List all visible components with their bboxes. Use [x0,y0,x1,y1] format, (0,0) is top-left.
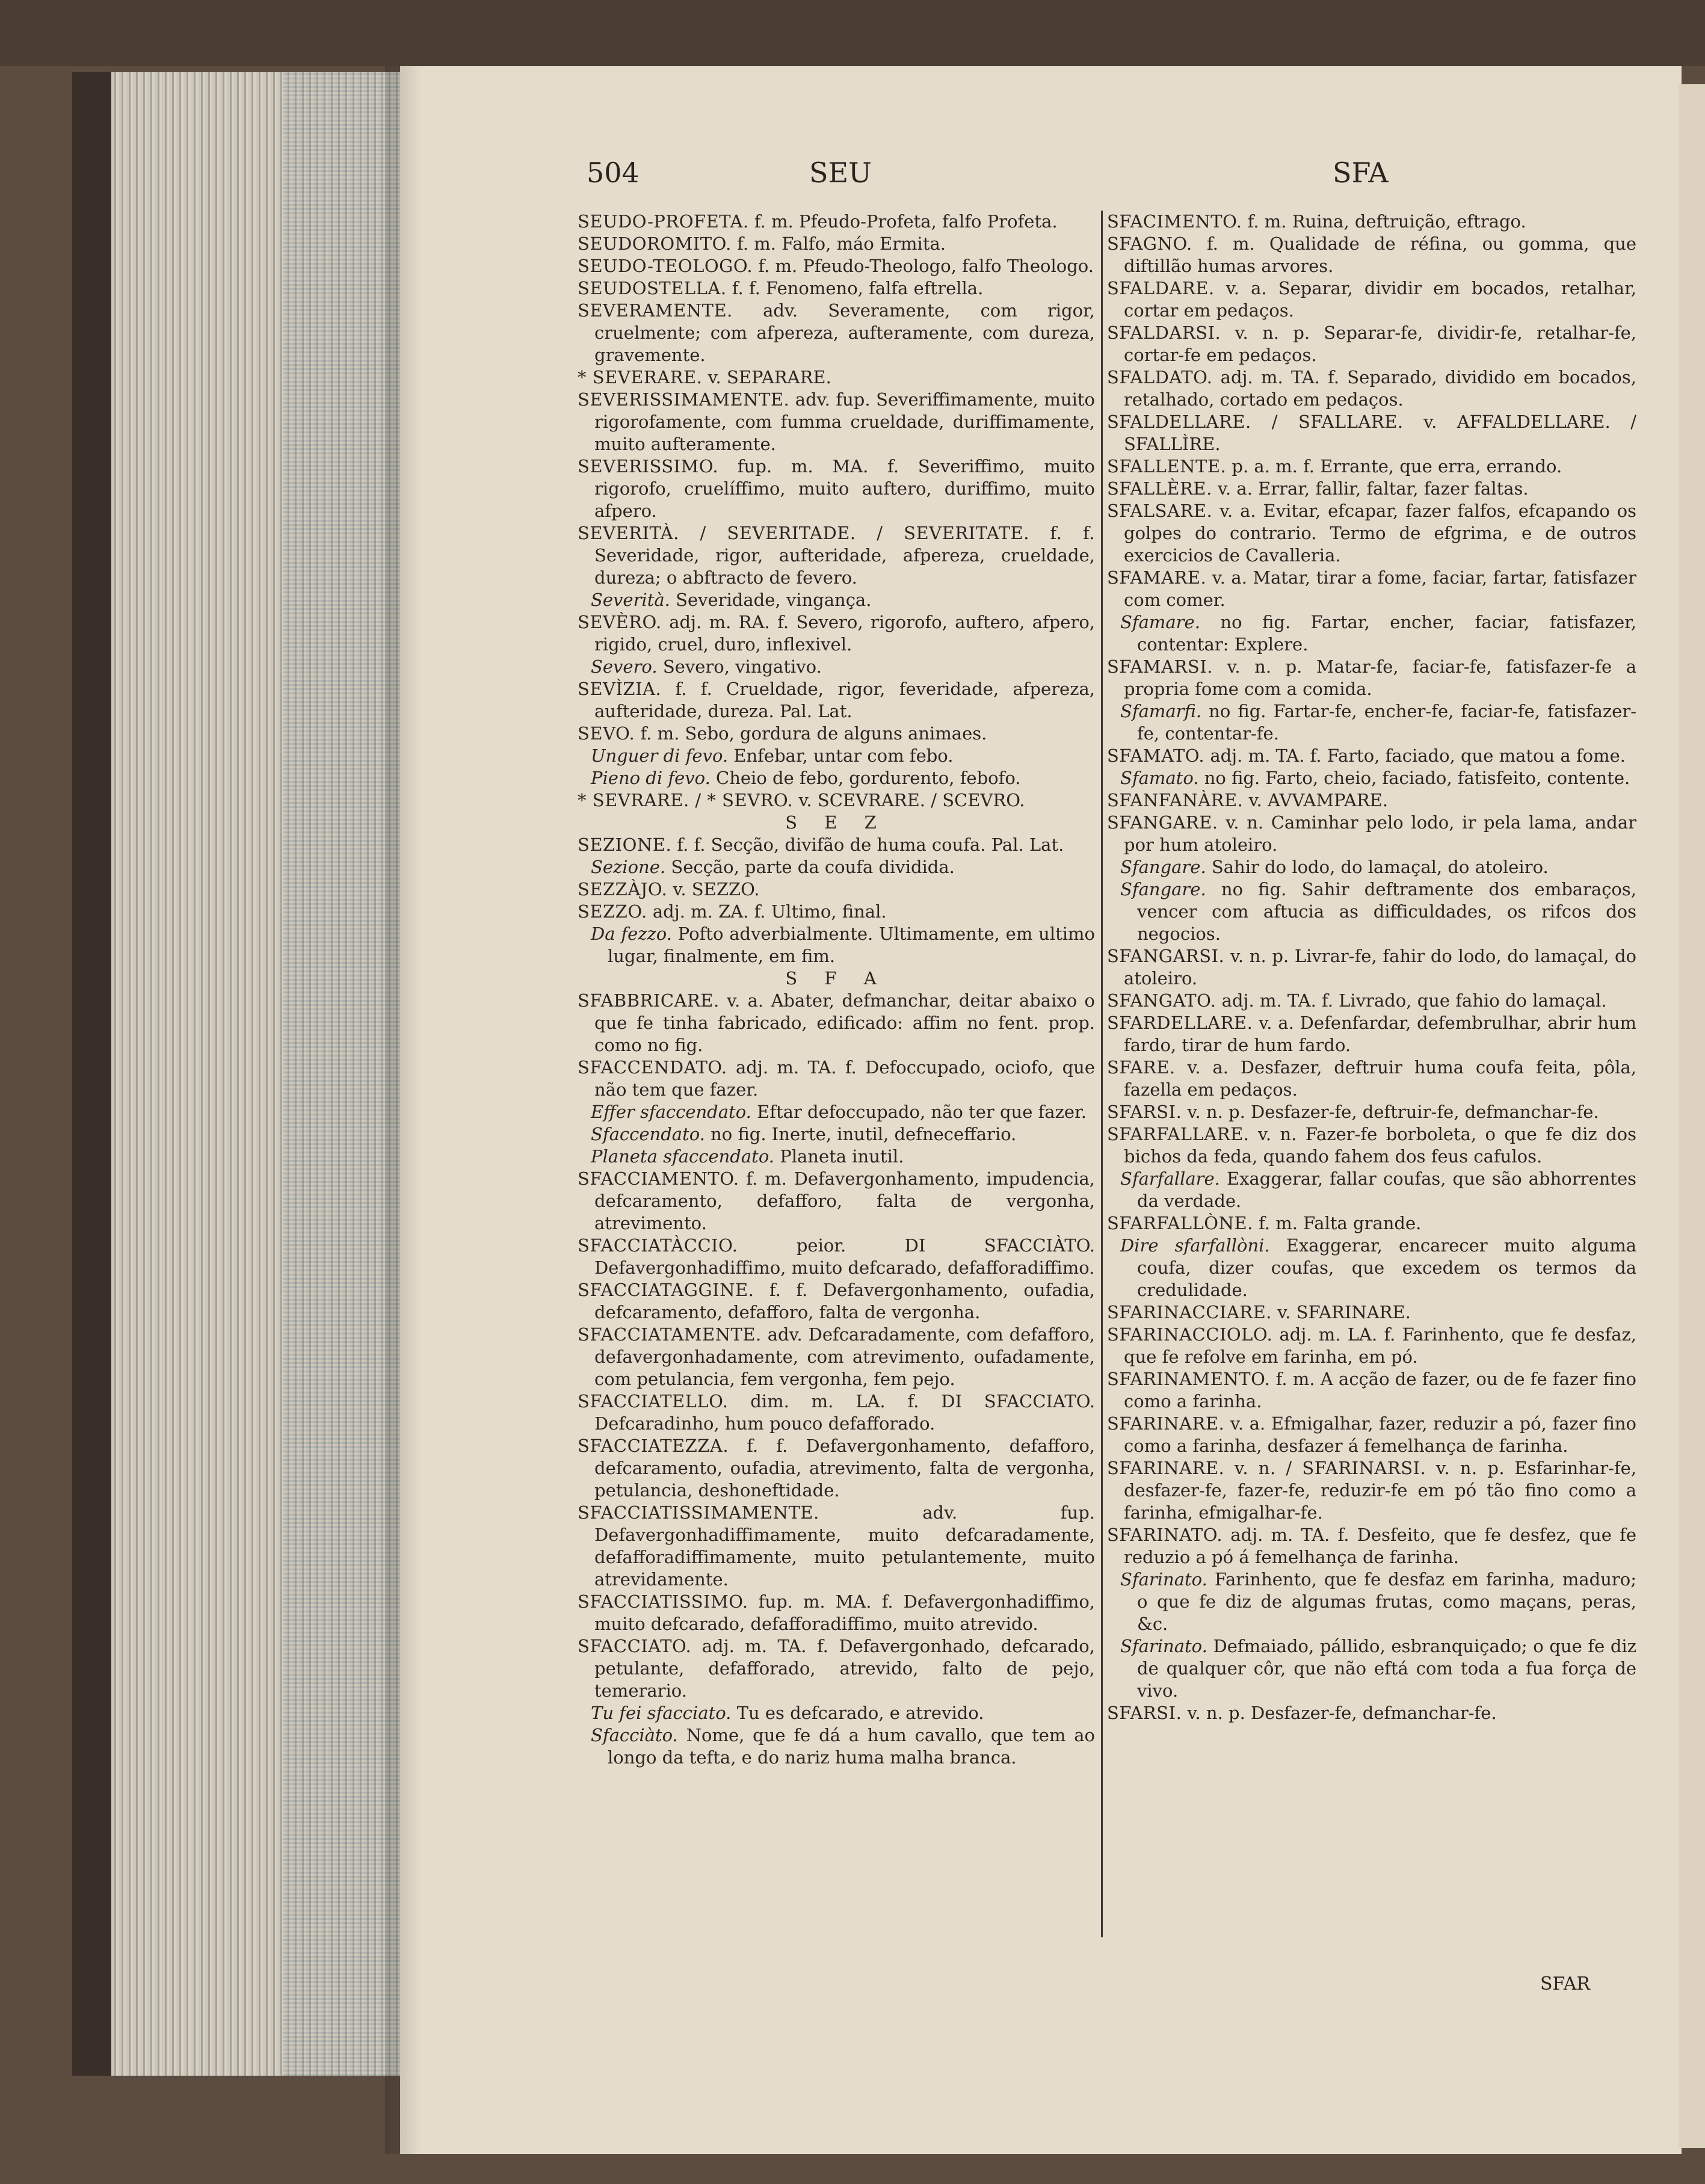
entry-headword: SFANGARSI. [1107,946,1225,966]
sub-entry-gloss: no fig. Inerte, inutil, defneceffario. [711,1124,1017,1144]
sub-entry [1107,1235,1636,1301]
entry-gloss: f. m. Falta grande. [1259,1213,1422,1233]
entry-gloss: v. SCEVRARE. / SCEVRO. [798,790,1025,810]
sub-entry-gloss: no fig. Fartar-fe, encher-fe, faciar-fe, fatisfazer-fe, contentar-fe. [1137,701,1637,744]
entry-headword: SEVERAMENTE. [578,300,733,321]
entry-gloss: f. f. Defavergonhamento, defafforo, defcaramento, oufadia, atrevimento, falta de vergonha, petulancia, deshoneftidade. [594,1436,1095,1501]
dictionary-entry [1107,478,1636,500]
dictionary-entry [578,789,1095,812]
sub-entry [578,1724,1095,1769]
entry-gloss: fup. m. MA. f. Defavergonhadiffimo, muito defcarado, defafforadiffimo, muito atrevido. [594,1591,1096,1634]
entry-headword: SFARSI. [1107,1703,1182,1723]
dictionary-entry [1107,789,1636,812]
sub-entry [578,1146,1095,1168]
dictionary-entry [578,1168,1095,1235]
sub-entry-gloss: Cheio de febo, gordurento, febofo. [716,768,1021,788]
dictionary-entry [578,1279,1095,1324]
entry-headword: SEUDO-TEOLOGO. [578,256,753,276]
entry-headword: SEZZÀJO. [578,879,668,899]
entry-headword: SFACCIATAMENTE. [578,1324,762,1345]
dictionary-entry [1107,1457,1636,1524]
entry-headword: SEVERISSIMO. [578,456,719,477]
entry-headword: SFARSI. [1107,1102,1182,1122]
entry-gloss: v. a. Separar, dividir em bocados, retalhar, cortar em pedaços. [1124,278,1636,321]
sub-entry-phrase: Sfangare. [1120,879,1206,899]
dictionary-entry [1107,277,1636,322]
sub-entry [1107,611,1636,656]
sub-entry-gloss: Exaggerar, fallar coufas, que são abhorrentes da verdade. [1137,1168,1636,1211]
dictionary-entry [578,1057,1095,1101]
entry-gloss: v. a. Defenfardar, defembrulhar, abrir hum fardo, tirar de hum fardo. [1124,1013,1637,1055]
entry-headword: SFARE. [1107,1057,1176,1078]
entry-gloss: adj. m. TA. f. Livrado, que fahio do lamaçal. [1221,990,1607,1011]
dictionary-entry [578,1591,1095,1635]
dictionary-entry [578,834,1095,856]
entry-headword: SFACCIATAGGINE. [578,1280,754,1300]
column-rule [1101,211,1103,1937]
sub-entry-phrase: Sfaccendato. [591,1124,705,1144]
entry-headword: SFAMARE. [1107,567,1207,588]
sub-entry-phrase: Dire sfarfallòni. [1120,1235,1270,1256]
entry-gloss: v. n. p. Desfazer-fe, defmanchar-fe. [1187,1703,1497,1723]
dictionary-entry [1107,990,1636,1012]
sub-entry [578,1702,1095,1724]
page-number: 504 [587,156,640,189]
sub-entry-phrase: Severità. [591,590,670,610]
entry-headword: SFANGARE. [1107,812,1218,833]
sub-entry-gloss: Planeta inutil. [780,1146,904,1167]
sub-entry-phrase: Sfarinato. [1120,1569,1207,1590]
sub-entry [578,1101,1095,1123]
entry-headword: SFACCIATISSIMO. [578,1591,748,1612]
dictionary-entry [1107,1301,1636,1324]
dictionary-entry [578,455,1095,522]
entry-gloss: adv. Defcaradamente, com defafforo, defavergonhadamente, com atrevimento, oufadamente, com petulancia, fem vergonha, fem pejo. [594,1324,1096,1389]
dictionary-entry [578,1324,1095,1390]
dictionary-entry [1107,411,1636,455]
entry-headword: SFACCIAMENTO. [578,1168,739,1189]
sub-entry-gloss: Pofto adverbialmente. Ultimamente, em ultimo lugar, finalmente, em fim. [608,924,1095,966]
dictionary-entry [1107,1368,1636,1413]
sub-entry-phrase: Pieno di fevo. [591,768,711,788]
sub-entry [578,589,1095,611]
entry-headword: SFALSARE. [1107,501,1213,521]
sub-entry-phrase: Da fezzo. [591,924,672,944]
dictionary-entry [1107,1413,1636,1457]
dictionary-entry [578,901,1095,923]
sub-entry-gloss: Secção, parte da coufa dividida. [671,857,955,877]
entry-gloss: v. a. Evitar, efcapar, fazer falfos, efcapando os golpes do contrario. Termo de efgrima, e de outros exercicios de Cavalleria. [1124,501,1637,566]
entry-headword: SFARINARE. v. n. / SFARINARSI. v. n. p. [1107,1458,1505,1478]
sub-entry [578,745,1095,767]
dictionary-entry [1107,1012,1636,1057]
dictionary-entry [578,1235,1095,1279]
sub-entry [578,767,1095,789]
entry-headword: SEUDOROMITO. [578,233,732,254]
left-running-head: SEU [809,156,872,189]
dictionary-entry [578,611,1095,656]
sub-entry-phrase: Sfamato. [1120,768,1199,788]
entry-gloss: f. m. A acção de fazer, ou de fe fazer fino como a farinha. [1124,1369,1637,1411]
dictionary-entry [1107,1702,1636,1724]
entry-gloss: adj. m. ZA. f. Ultimo, final. [652,901,887,922]
entry-gloss: adj. m. LA. f. Farinhento, que fe desfaz, que fe refolve em farinha, em pó. [1124,1324,1637,1367]
entry-gloss: v. n. p. Matar-fe, faciar-fe, fatisfazer-fe a propria fome com a comida. [1124,656,1636,699]
book-cover-top [0,0,1705,66]
dictionary-entry [1107,812,1636,856]
sub-entry [1107,878,1636,945]
sub-entry-gloss: no fig. Farto, cheio, faciado, fatisfeito, contente. [1204,768,1630,788]
entry-headword: SEUDOSTELLA. [578,278,727,298]
dictionary-entry [1107,1324,1636,1368]
dictionary-entry [1107,1212,1636,1235]
dictionary-entry [578,1435,1095,1502]
dictionary-entry [578,678,1095,723]
sub-entry [1107,1569,1636,1635]
entry-headword: SEVÌZIA. [578,679,662,699]
book-cover-spine [72,72,114,2076]
entry-gloss: v. n. p. Separar-fe, dividir-fe, retalhar-fe, cortar-fe em pedaços. [1124,322,1637,365]
dictionary-entry [578,1635,1095,1702]
entry-gloss: v. a. Abater, defmanchar, deitar abaixo o que fe tinha fabricado, edificado: affim no fent. prop. como no fig. [594,990,1095,1055]
entry-headword: SFALLÈRE. [1107,478,1212,499]
entry-gloss: Esfarinhar-fe, desfazer-fe, fazer-fe, reduzir-fe em pó tão fino como a farinha, efmigalhar-fe. [1124,1458,1636,1523]
entry-gloss: f. m. Pfeudo-Profeta, falfo Profeta. [754,211,1058,232]
entry-gloss: adj. m. TA. f. Desfeito, que fe desfez, que fe reduzio a pó á femelhança de farinha. [1124,1525,1637,1567]
entry-headword: SFAGNO. [1107,233,1192,254]
entry-gloss: v. n. Fazer-fe borboleta, o que fe diz dos bichos da feda, quando fahem dos feus cafulos. [1124,1124,1636,1167]
sub-entry [1107,700,1636,745]
entry-gloss: f. m. Ruina, deftruição, eftrago. [1247,211,1526,232]
sub-entry-phrase: Sfangare. [1120,857,1206,877]
entry-gloss: adj. m. RA. f. Severo, rigorofo, auftero, afpero, rigido, cruel, duro, inflexivel. [594,612,1096,655]
entry-gloss: v. n. p. Livrar-fe, fahir do lodo, do lamaçal, do atoleiro. [1124,946,1636,989]
entry-headword: SFACCIATO. [578,1636,692,1656]
entry-headword: SFACCIATEZZA. [578,1436,729,1456]
dictionary-entry [1107,455,1636,478]
dictionary-entry [578,233,1095,255]
sub-entry-phrase: Sfamare. [1120,612,1200,632]
sub-entry-gloss: Farinhento, que fe desfaz em farinha, maduro; o que fe diz de algumas frutas, como maçans, peras, &c. [1137,1569,1637,1634]
next-page-edge [1679,84,1705,2148]
entry-gloss: v. SEPARARE. [708,367,831,387]
entry-gloss: f. m. Qualidade de réfina, ou gomma, que diftillão humas arvores. [1124,233,1637,276]
dictionary-entry [1107,945,1636,990]
page-gutter-shadow [385,66,421,2154]
dictionary-entry [578,990,1095,1057]
dictionary-entry [1107,1101,1636,1123]
entry-headword: SFACCENDATO. [578,1057,727,1078]
entry-headword: SFALDARE. [1107,278,1215,298]
right-running-head: SFA [1333,156,1389,189]
entry-headword: SFALLENTE. [1107,456,1227,477]
dictionary-entry [578,1390,1095,1435]
sub-entry-phrase: Planeta sfaccendato. [591,1146,774,1167]
sub-entry-phrase: Sezione. [591,857,666,877]
sub-entry [578,656,1095,678]
entry-headword: SFAMARSI. [1107,656,1213,677]
sub-entry-gloss: no fig. Sahir deftramente dos embaraços, vencer com aftucia as difficuldades, os rifcos dos negocios. [1137,879,1636,944]
entry-gloss: adj. m. TA. f. Separado, dividido em bocados, retalhado, cortado em pedaços. [1124,367,1636,410]
sub-entry [578,923,1095,967]
sub-entry-gloss: Severidade, vingança. [676,590,872,610]
entry-gloss: f. m. Defavergonhamento, impudencia, defcaramento, defafforo, falta de vergonha, atrevimento. [594,1168,1095,1233]
entry-headword: SFARFALLÒNE. [1107,1213,1253,1233]
sub-entry-gloss: Nome, que fe dá a hum cavallo, que tem ao longo da tefta, e do nariz huma malha branca. [608,1725,1096,1768]
sub-entry-gloss: Eftar defoccupado, não ter que fazer. [757,1102,1087,1122]
entry-headword: SFABBRICARE. [578,990,720,1011]
entry-gloss: f. f. Crueldade, rigor, feveridade, afpereza, aufteridade, dureza. Pal. Lat. [594,679,1096,721]
entry-gloss: f. f. Secção, divifão de huma coufa. Pal. Lat. [677,834,1064,855]
sub-entry [1107,1635,1636,1702]
entry-headword: SFARINARE. [1107,1413,1225,1434]
dictionary-entry [1107,366,1636,411]
entry-headword: SFAMATO. [1107,745,1205,766]
sub-entry-gloss: Enfebar, untar com febo. [733,745,954,766]
entry-headword: SFANFANÀRE. [1107,790,1244,810]
entry-gloss: v. n. Caminhar pelo lodo, ir pela lama, andar por hum atoleiro. [1124,812,1636,855]
right-column [1107,211,1636,1724]
entry-gloss: v. AFFALDELLARE. / SFALLÌRE. [1124,412,1637,454]
entry-headword: SEVERITÀ. / SEVERITADE. / SEVERITATE. f. f. [578,523,1095,543]
sub-entry [578,1123,1095,1146]
entry-gloss: adj. m. TA. f. Defoccupado, ociofo, que não tem que fazer. [594,1057,1095,1100]
entry-headword: * SEVRARE. / * SEVRO. [578,790,794,810]
left-column [578,211,1095,1769]
sub-entry-phrase: Sfarinato. [1120,1636,1207,1656]
entry-gloss: f. m. Pfeudo-Theologo, falfo Theologo. [758,256,1094,276]
sub-entry-gloss: no fig. Fartar, encher, faciar, fatisfazer, contentar: Explere. [1137,612,1637,655]
sub-entry-phrase: Sfamarfi. [1120,701,1202,721]
dictionary-entry [578,277,1095,300]
entry-headword: SFARDELLARE. [1107,1013,1253,1033]
sub-entry-gloss: Exaggerar, encarecer muito alguma coufa, dizer coufas, que excedem os termos da credulidade. [1137,1235,1636,1300]
entry-gloss: v. SFARINARE. [1277,1302,1411,1322]
entry-headword: SFARINATO. [1107,1525,1223,1545]
dictionary-entry [1107,567,1636,611]
dictionary-entry [578,389,1095,455]
entry-headword: SFACCIATELLO. [578,1391,729,1411]
entry-headword: SFACIMENTO. [1107,211,1242,232]
entry-headword: SEVÈRO. [578,612,662,632]
dictionary-entry [1107,1123,1636,1168]
entry-gloss: adv. Severamente, com rigor, cruelmente; com afpereza, aufteramente, com dureza, gravemente. [594,300,1096,365]
dictionary-entry [578,211,1095,233]
sub-entry-phrase: Tu fei sfacciato. [591,1703,732,1723]
dictionary-entry [578,300,1095,366]
entry-gloss: v. SEZZO. [673,879,760,899]
dictionary-entry [1107,656,1636,700]
entry-headword: SEVO. [578,723,635,744]
dictionary-entry [578,723,1095,745]
page-block-edge-tint [283,72,400,2076]
sub-entry-gloss: Sahir do lodo, do lamaçal, do atoleiro. [1211,857,1549,877]
entry-headword: SEUDO-PROFETA. [578,211,749,232]
sub-entry [1107,856,1636,878]
dictionary-entry [1107,211,1636,233]
entry-headword: SFACCIATISSIMAMENTE. [578,1502,819,1523]
entry-headword: SEZZO. [578,901,647,922]
entry-headword: SFALDATO. [1107,367,1213,387]
entry-gloss: v. a. Matar, tirar a fome, faciar, fartar, fatisfazer com comer. [1124,567,1636,610]
entry-gloss: v. a. Errar, fallir, faltar, fazer faltas. [1218,478,1529,499]
sub-entry-gloss: Defmaiado, pállido, esbranquiçado; o que fe diz de qualquer côr, que não eftá com toda a fua força de vivo. [1137,1636,1636,1701]
entry-gloss: adj. m. TA. f. Defavergonhado, defcarado, petulante, defafforado, atrevido, falto de pejo, temerario. [594,1636,1095,1701]
sub-entry-gloss: Tu es defcarado, e atrevido. [736,1703,984,1723]
entry-headword: * SEVERARE. [578,367,703,387]
entry-gloss: v. n. p. Desfazer-fe, deftruir-fe, defmanchar-fe. [1187,1102,1599,1122]
sub-entry-phrase: Unguer di fevo. [591,745,729,766]
entry-headword: SFARFALLARE. [1107,1124,1250,1144]
dictionary-entry [1107,233,1636,277]
dictionary-entry [1107,1057,1636,1101]
entry-gloss: f. f. Fenomeno, falfa eftrella. [732,278,984,298]
entry-headword: SFARINACCIARE. [1107,1302,1272,1322]
entry-headword: SFACCIATÀCCIO. [578,1235,738,1256]
entry-headword: SFARINACCIOLO. [1107,1324,1273,1345]
entry-gloss: p. a. m. f. Errante, que erra, errando. [1232,456,1562,477]
entry-gloss: v. a. Efmigalhar, fazer, reduzir a pó, fazer fino como a farinha, desfazer á femelhança de farinha. [1124,1413,1636,1456]
dictionary-entry [1107,1524,1636,1569]
entry-gloss: v. a. Desfazer, deftruir huma coufa feita, pôla, fazella em pedaços. [1124,1057,1637,1100]
dictionary-entry [578,878,1095,901]
section-heading: S F A [785,968,887,989]
sub-entry-phrase: Effer sfaccendato. [591,1102,751,1122]
entry-gloss: fup. m. MA. f. Severiffimo, muito rigorofo, cruelíffimo, muito auftero, duriffimo, muito afpero. [594,456,1095,521]
section-heading: S E Z [785,812,887,833]
sub-entry [578,856,1095,878]
catchword: SFAR [1540,1973,1591,1994]
sub-entry [1107,1168,1636,1212]
entry-gloss: v. AVVAMPARE. [1248,790,1389,810]
entry-gloss: adv. fup. Defavergonhadiffimamente, muito defcaradamente, defafforadiffimamente, muito petulantemente, muito atrevidamente. [594,1502,1095,1590]
sub-entry-phrase: Sfarfallare. [1120,1168,1220,1189]
entry-headword: SFARINAMENTO. [1107,1369,1271,1389]
entry-headword: SFALDARSI. [1107,322,1221,343]
sub-entry-phrase: Sfacciàto. [591,1725,678,1745]
sub-entry [1107,767,1636,789]
entry-gloss: f. f. Defavergonhamento, oufadia, defcaramento, defafforo, falta de vergonha. [594,1280,1095,1322]
sub-entry-gloss: Severo, vingativo. [662,656,822,677]
entry-gloss: adv. fup. Severiffimamente, muito rigorofamente, com fumma crueldade, duriffimamente, muito aufteramente. [594,389,1095,454]
dictionary-entry [578,1502,1095,1591]
entry-gloss: adj. m. TA. f. Farto, faciado, que matou a fome. [1210,745,1626,766]
entry-gloss: dim. m. LA. f. DI SFACCIATO. Defcaradinho, hum pouco defafforado. [594,1391,1096,1434]
dictionary-entry [1107,322,1636,366]
entry-gloss: f. m. Falfo, máo Ermita. [737,233,946,254]
entry-gloss: Severidade, rigor, aufteridade, afpereza, crueldade, dureza; o abftracto de fevero. [594,545,1095,588]
dictionary-entry [578,366,1095,389]
dictionary-entry [1107,500,1636,567]
entry-gloss: peior. DI SFACCIÀTO. Defavergonhadiffimo, muito defcarado, defafforadiffimo. [594,1235,1095,1278]
entry-headword: SEZIONE. [578,834,672,855]
dictionary-entry [578,522,1095,589]
entry-headword: SFANGATO. [1107,990,1216,1011]
dictionary-entry [578,255,1095,277]
entry-headword: SEVERISSIMAMENTE. [578,389,790,410]
dictionary-entry [1107,745,1636,767]
entry-headword: SFALDELLARE. / SFALLARE. [1107,412,1404,432]
sub-entry-phrase: Severo. [591,656,658,677]
entry-gloss: f. m. Sebo, gordura de alguns animaes. [640,723,987,744]
